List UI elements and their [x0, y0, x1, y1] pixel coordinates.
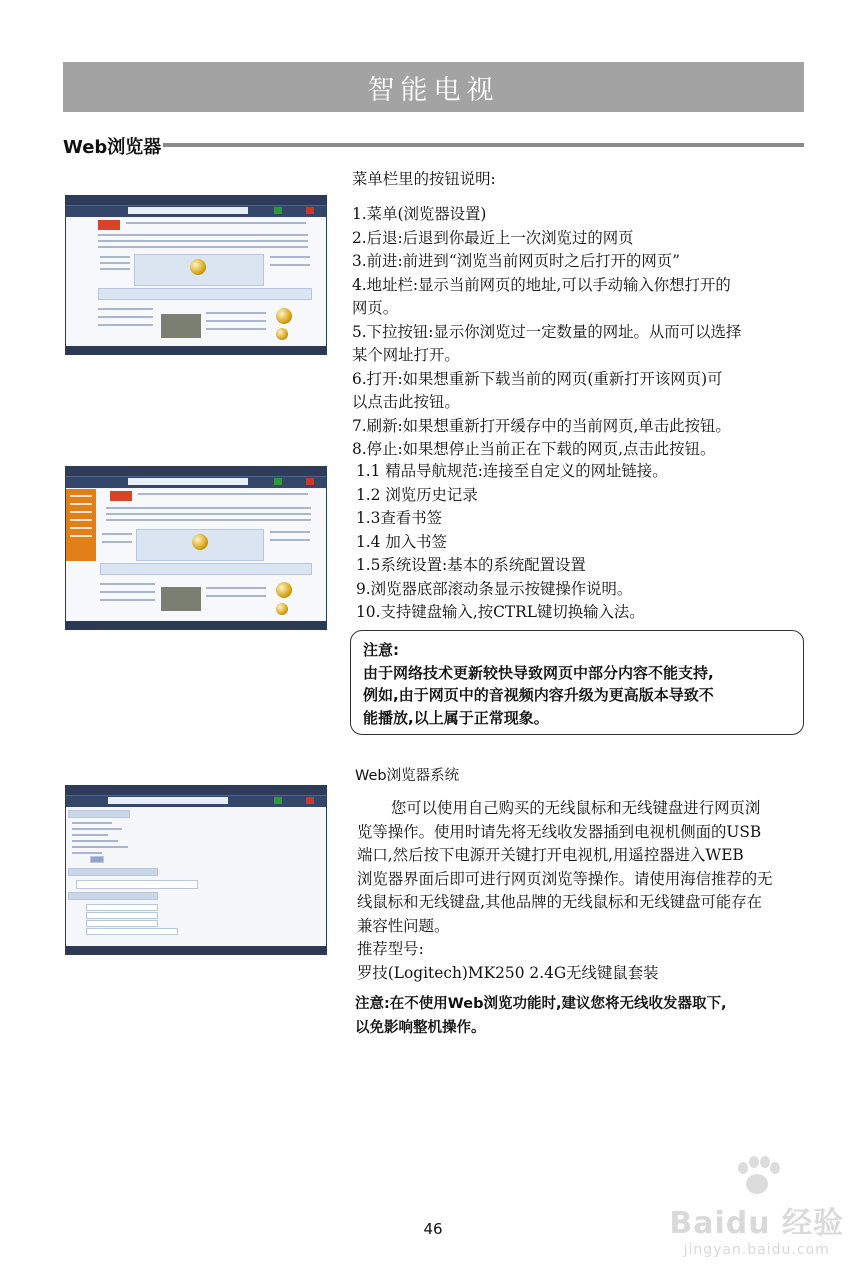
note-line: 能播放,以上属于正常现象。	[363, 708, 549, 727]
page-header-banner	[63, 62, 804, 112]
system-paragraph-line: 览等操作。使用时请先将无线收发器插到电视机侧面的USB	[357, 822, 762, 841]
usage-warning	[355, 992, 807, 1040]
recommended-model-value: 罗技(Logitech)MK250 2.4G无线键鼠套装	[357, 963, 659, 982]
submenu-help-item: 9.浏览器底部滚动条显示按键操作说明。	[356, 579, 633, 598]
note-box	[350, 630, 804, 735]
menu-help-item: 6.打开:如果想重新下载当前的网页(重新打开该网页)可	[352, 369, 723, 388]
submenu-help-item: 1.4 加入书签	[356, 532, 447, 551]
menu-help-heading: 菜单栏里的按钮说明:	[352, 170, 496, 188]
menu-help-item: 1.菜单(浏览器设置)	[352, 205, 487, 223]
submenu-help-item: 1.1 精品导航规范:连接至自定义的网址链接。	[356, 462, 668, 480]
system-paragraph-line: 线鼠标和无线键盘,其他品牌的无线鼠标和无线键盘可能存在	[357, 893, 763, 911]
browser-screenshot-home	[65, 195, 327, 355]
page-header-title: 智能电视	[367, 74, 500, 106]
system-paragraph-line: 兼容性问题。	[357, 916, 450, 935]
submenu-help-item: 1.2 浏览历史记录	[356, 485, 478, 504]
paw-icon	[734, 1156, 780, 1196]
note-line: 由于网络技术更新较快导致网页中部分内容不能支持,	[363, 663, 714, 682]
submenu-help-list	[356, 460, 806, 625]
browser-screenshot-settings	[65, 785, 327, 955]
usage-warning-line: 以免影响整机操作。	[355, 1020, 486, 1036]
system-paragraph-line: 端口,然后按下电源开关键打开电视机,用遥控器进入WEB	[357, 846, 744, 864]
menu-help-item: 7.刷新:如果想重新打开缓存中的当前网页,单击此按钮。	[352, 416, 731, 435]
submenu-help-item: 10.支持键盘输入,按CTRL键切换输入法。	[356, 603, 645, 621]
section-title: Web浏览器	[63, 137, 162, 158]
menu-help-item: 3.前进:前进到“浏览当前网页时之后打开的网页”	[352, 252, 681, 270]
menu-help-item: 以点击此按钮。	[352, 393, 460, 411]
watermark-url: jingyan.baidu.com	[683, 1242, 830, 1258]
page-number: 46	[423, 1220, 443, 1238]
note-line: 例如,由于网页中的音视频内容升级为更高版本导致不	[363, 686, 714, 704]
system-paragraph-line: 浏览器界面后即可进行网页浏览等操作。请使用海信推荐的无	[357, 869, 773, 888]
menu-help-item: 8.停止:如果想停止当前正在下载的网页,点击此按钮。	[352, 440, 716, 458]
recommended-model-label: 推荐型号:	[357, 940, 424, 958]
menu-help-item: 某个网址打开。	[352, 346, 460, 364]
menu-help-list	[352, 203, 807, 462]
system-paragraph	[357, 797, 807, 985]
submenu-help-item: 1.5系统设置:基本的系统配置设置	[356, 556, 586, 574]
baidu-watermark	[669, 1156, 844, 1258]
system-paragraph-line: 您可以使用自己购买的无线鼠标和无线键盘进行网页浏	[390, 799, 761, 817]
note-line: 注意:	[363, 641, 399, 659]
watermark-brand: Baidu 经验	[669, 1206, 844, 1241]
menu-help-item: 5.下拉按钮:显示你浏览过一定数量的网址。从而可以选择	[352, 322, 742, 341]
section-divider	[163, 143, 804, 147]
menu-help-item: 网页。	[352, 299, 399, 317]
submenu-help-item: 1.3查看书签	[356, 509, 443, 527]
menu-help-item: 2.后退:后退到你最近上一次浏览过的网页	[352, 228, 634, 247]
menu-help-item: 4.地址栏:显示当前网页的地址,可以手动输入你想打开的	[352, 275, 731, 294]
browser-screenshot-menu	[65, 466, 327, 630]
system-heading: Web浏览器系统	[355, 768, 460, 784]
usage-warning-line: 注意:在不使用Web浏览功能时,建议您将无线收发器取下,	[355, 996, 727, 1012]
